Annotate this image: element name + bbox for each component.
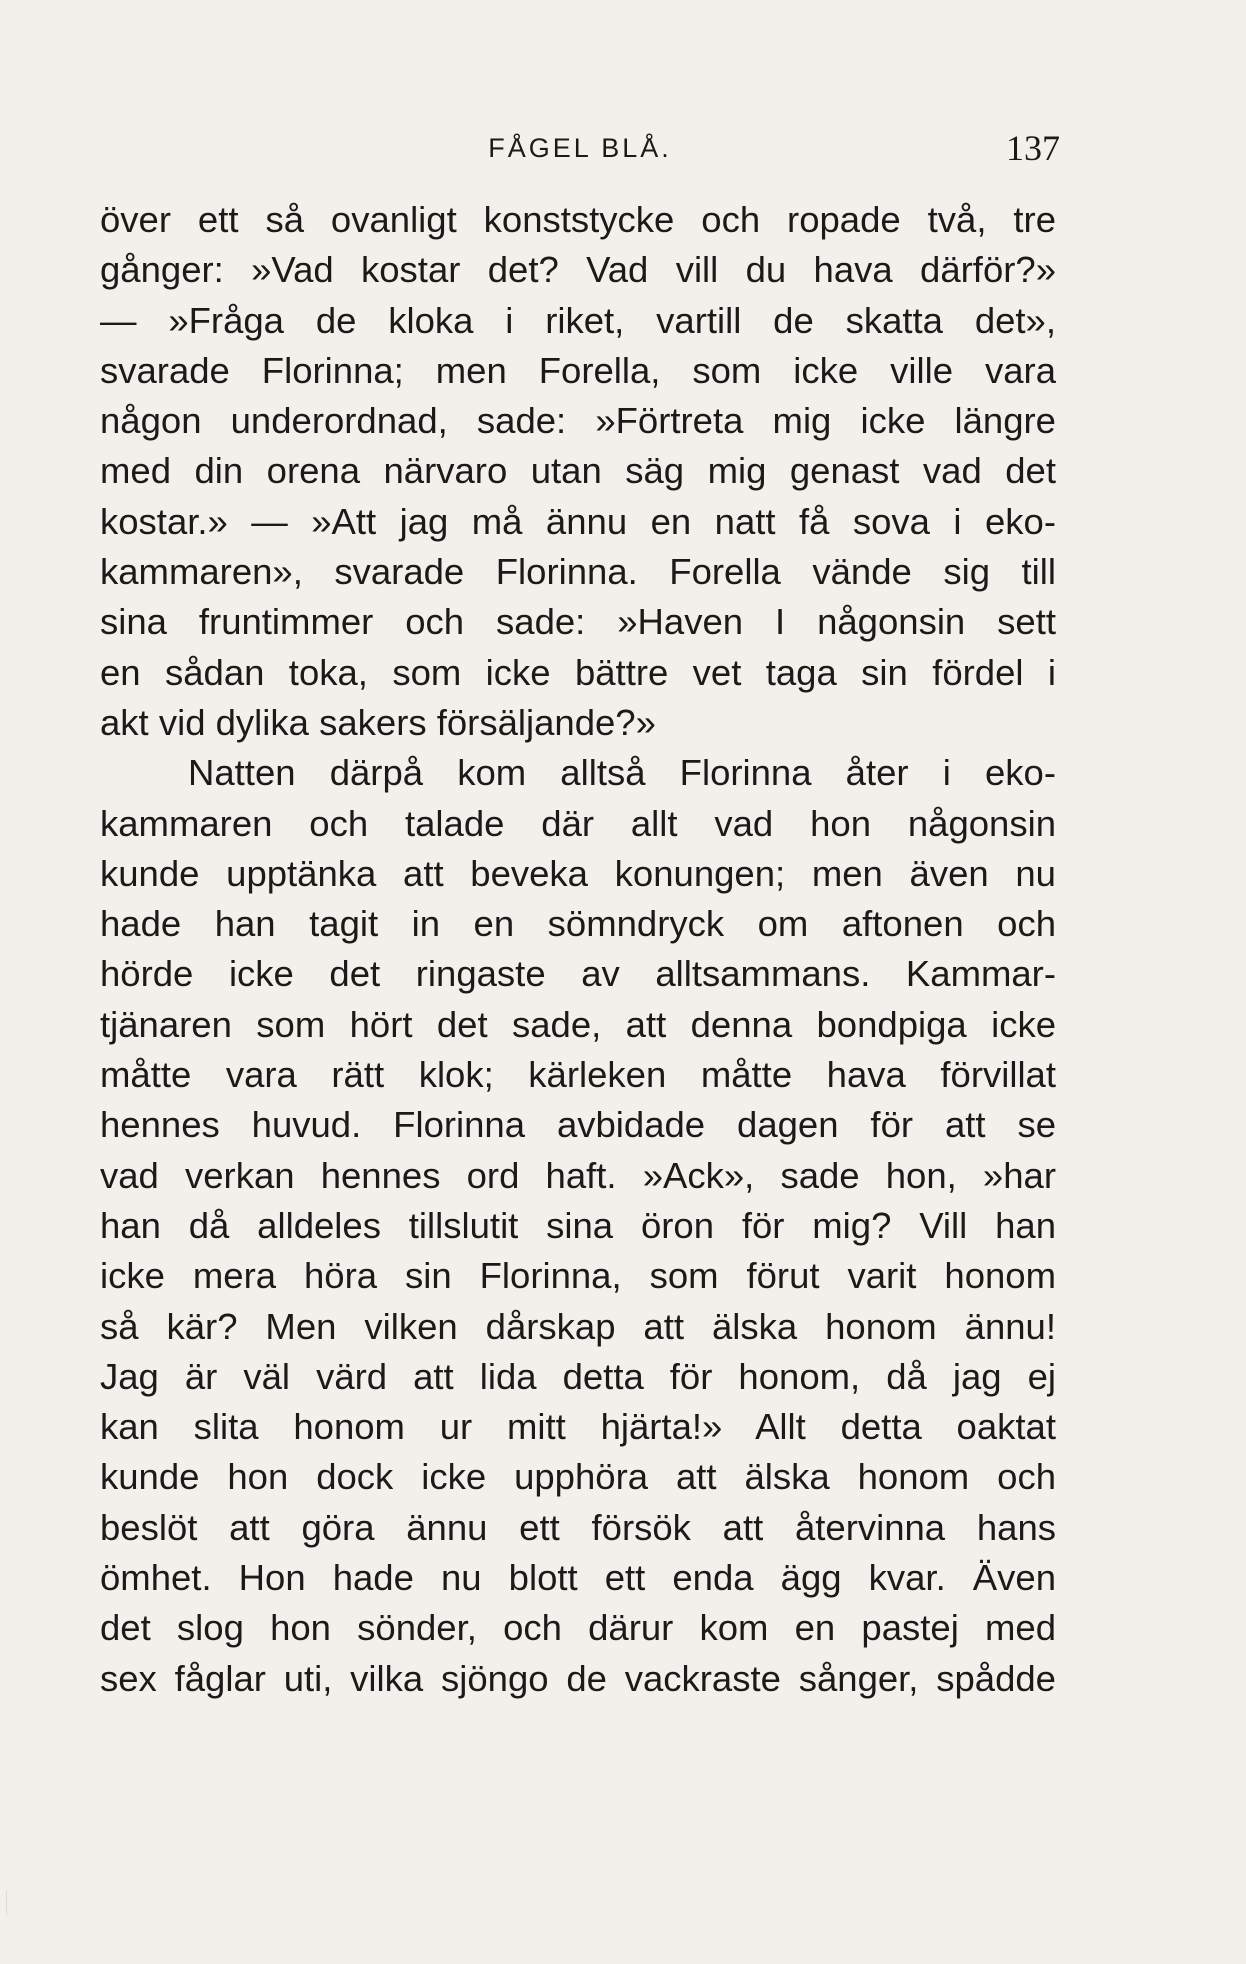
text-line: ömhet. Hon hade nu blott ett enda ägg kvar. Även — [100, 1557, 1056, 1599]
text-line: sex fåglar uti, vilka sjöngo de vackraste sånger, spådde — [100, 1657, 1056, 1699]
text-line: han då alldeles tillslutit sina öron för mig? Vill han — [100, 1204, 1056, 1246]
running-title: FÅGEL BLÅ. — [488, 133, 672, 163]
text-line: det slog hon sönder, och därur kom en pastej med — [100, 1607, 1056, 1649]
text-line: hennes huvud. Florinna avbidade dagen för att se — [100, 1104, 1056, 1146]
page-number: 137 — [1006, 128, 1060, 168]
page-smudge — [6, 1890, 11, 1916]
text-line: kammaren och talade där allt vad hon någonsin — [100, 802, 1056, 844]
text-line: en sådan toka, som icke bättre vet taga sin fördel i — [100, 651, 1056, 693]
text-line: icke mera höra sin Florinna, som förut varit honom — [100, 1255, 1056, 1297]
text-line: med din orena närvaro utan säg mig genast vad det — [100, 450, 1056, 492]
text-line: kunde upptänka att beveka konungen; men även nu — [100, 852, 1056, 894]
text-line: beslöt att göra ännu ett försök att återvinna hans — [100, 1506, 1056, 1548]
text-line: kostar.» — »Att jag må ännu en natt få sova i eko- — [100, 500, 1056, 542]
text-line: gånger: »Vad kostar det? Vad vill du hava därför?» — [100, 249, 1056, 291]
text-line: tjänaren som hört det sade, att denna bondpiga icke — [100, 1003, 1056, 1045]
text-line: vad verkan hennes ord haft. »Ack», sade hon, »har — [100, 1154, 1056, 1196]
text-line: så kär? Men vilken dårskap att älska honom ännu! — [100, 1305, 1056, 1347]
text-line: hade han tagit in en sömndryck om aftonen och — [100, 903, 1056, 945]
running-head — [100, 128, 1060, 168]
text-line: sina fruntimmer och sade: »Haven I någonsin sett — [100, 601, 1056, 643]
text-line: svarade Florinna; men Forella, som icke ville vara — [100, 349, 1056, 391]
text-line: över ett så ovanligt konststycke och ropade två, tre — [100, 199, 1056, 240]
text-line: Jag är väl värd att lida detta för honom, då jag ej — [100, 1355, 1056, 1397]
text-line: någon underordnad, sade: »Förtreta mig icke längre — [100, 400, 1056, 442]
text-line: — »Fråga de kloka i riket, vartill de skatta det», — [100, 299, 1056, 341]
text-line: Natten därpå kom alltså Florinna åter i eko- — [188, 752, 1056, 794]
text-line: kammaren», svarade Florinna. Forella vände sig till — [100, 551, 1056, 593]
text-line: kan slita honom ur mitt hjärta!» Allt detta oaktat — [100, 1406, 1056, 1448]
text-line: kunde hon dock icke upphöra att älska honom och — [100, 1456, 1056, 1498]
body-text — [100, 195, 1056, 1704]
text-line: måtte vara rätt klok; kärleken måtte hava förvillat — [100, 1054, 1056, 1096]
text-line: akt vid dylika sakers försäljande?» — [100, 701, 656, 743]
text-line: hörde icke det ringaste av alltsammans. Kammar- — [100, 953, 1056, 995]
